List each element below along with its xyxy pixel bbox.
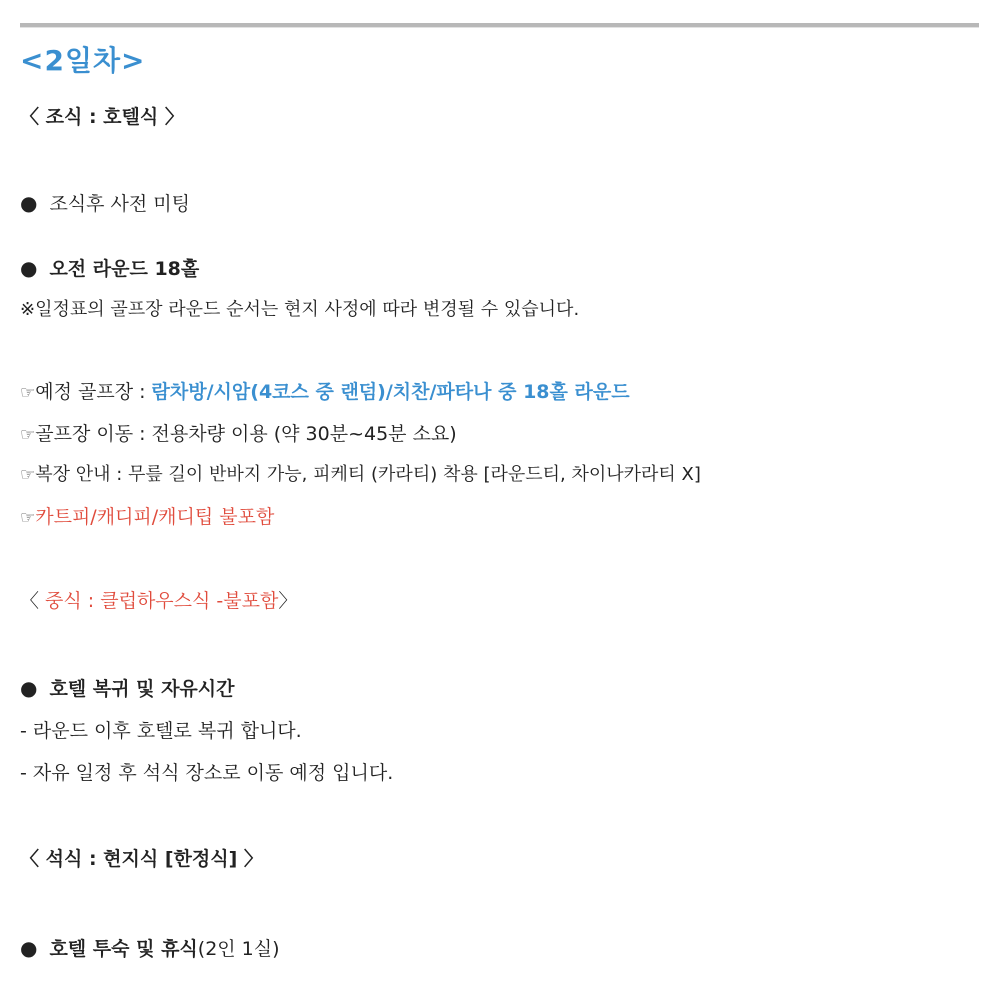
planned-course-value: 람차방/시암(4코스 중 랜덤)/치찬/파타나 중 18홀 라운드 [151,381,630,403]
breakfast-text: 조식 : 호텔식 [45,106,159,128]
bullet-icon: ● [20,191,38,215]
pointing-hand-icon: ☞ [20,465,36,485]
hotel-return-text: 호텔 복귀 및 자유시간 [49,678,235,700]
morning-round-heading [20,255,199,282]
planned-course-line [20,379,630,406]
hotel-stay-text: 호텔 투숙 및 휴식 [49,938,198,960]
bullet-icon: ● [20,676,38,700]
pointing-hand-icon: ☞ [20,508,36,528]
bullet-icon: ● [20,256,38,280]
hotel-stay-heading [20,935,280,962]
bracket-open: 〈 [20,106,46,128]
lunch-heading [20,588,297,614]
dress-code-text: 복장 안내 : 무릎 길이 반바지 가능, 피케티 (카라티) 착용 [라운드티, 차이나카라티 X] [35,464,701,485]
pointing-hand-icon: ☞ [20,383,36,403]
transport-line [20,421,457,448]
pre-meeting-item [20,190,190,217]
fees-text: 카트피/캐디피/캐디팁 불포함 [35,506,275,528]
return-note-2: - 자유 일정 후 석식 장소로 이동 예정 입니다. [20,762,394,784]
transport-text: 골프장 이동 : 전용차량 이용 (약 30분~45분 소요) [35,423,457,445]
lunch-text: 중식 : 클럽하우스식 -불포함 [45,590,279,612]
return-note-1: - 라운드 이후 호텔로 복귀 합니다. [20,720,302,742]
dinner-text: 석식 : 현지식 [한정식] [45,848,238,870]
pointing-hand-icon: ☞ [20,425,36,445]
fees-line [20,504,274,531]
bracket-close: 〉 [237,848,263,870]
dinner-heading [20,846,263,872]
breakfast-heading [20,104,184,130]
pre-meeting-text: 조식후 사전 미팅 [49,193,191,215]
morning-round-text: 오전 라운드 18홀 [49,258,200,280]
planned-course-label: 예정 골프장 : [35,381,152,403]
hotel-return-heading [20,675,234,702]
bracket-open: 〈 [20,590,46,612]
bracket-close: 〉 [278,590,298,612]
hotel-stay-suffix: (2인 1실) [197,938,280,960]
dress-code-line [20,462,701,488]
day-title: <2일차> [20,44,146,77]
bullet-icon: ● [20,936,38,960]
schedule-notice: ※일정표의 골프장 라운드 순서는 현지 사정에 따라 변경될 수 있습니다. [20,299,580,320]
top-divider [20,23,979,28]
bracket-open: 〈 [20,848,46,870]
bracket-close: 〉 [158,106,184,128]
